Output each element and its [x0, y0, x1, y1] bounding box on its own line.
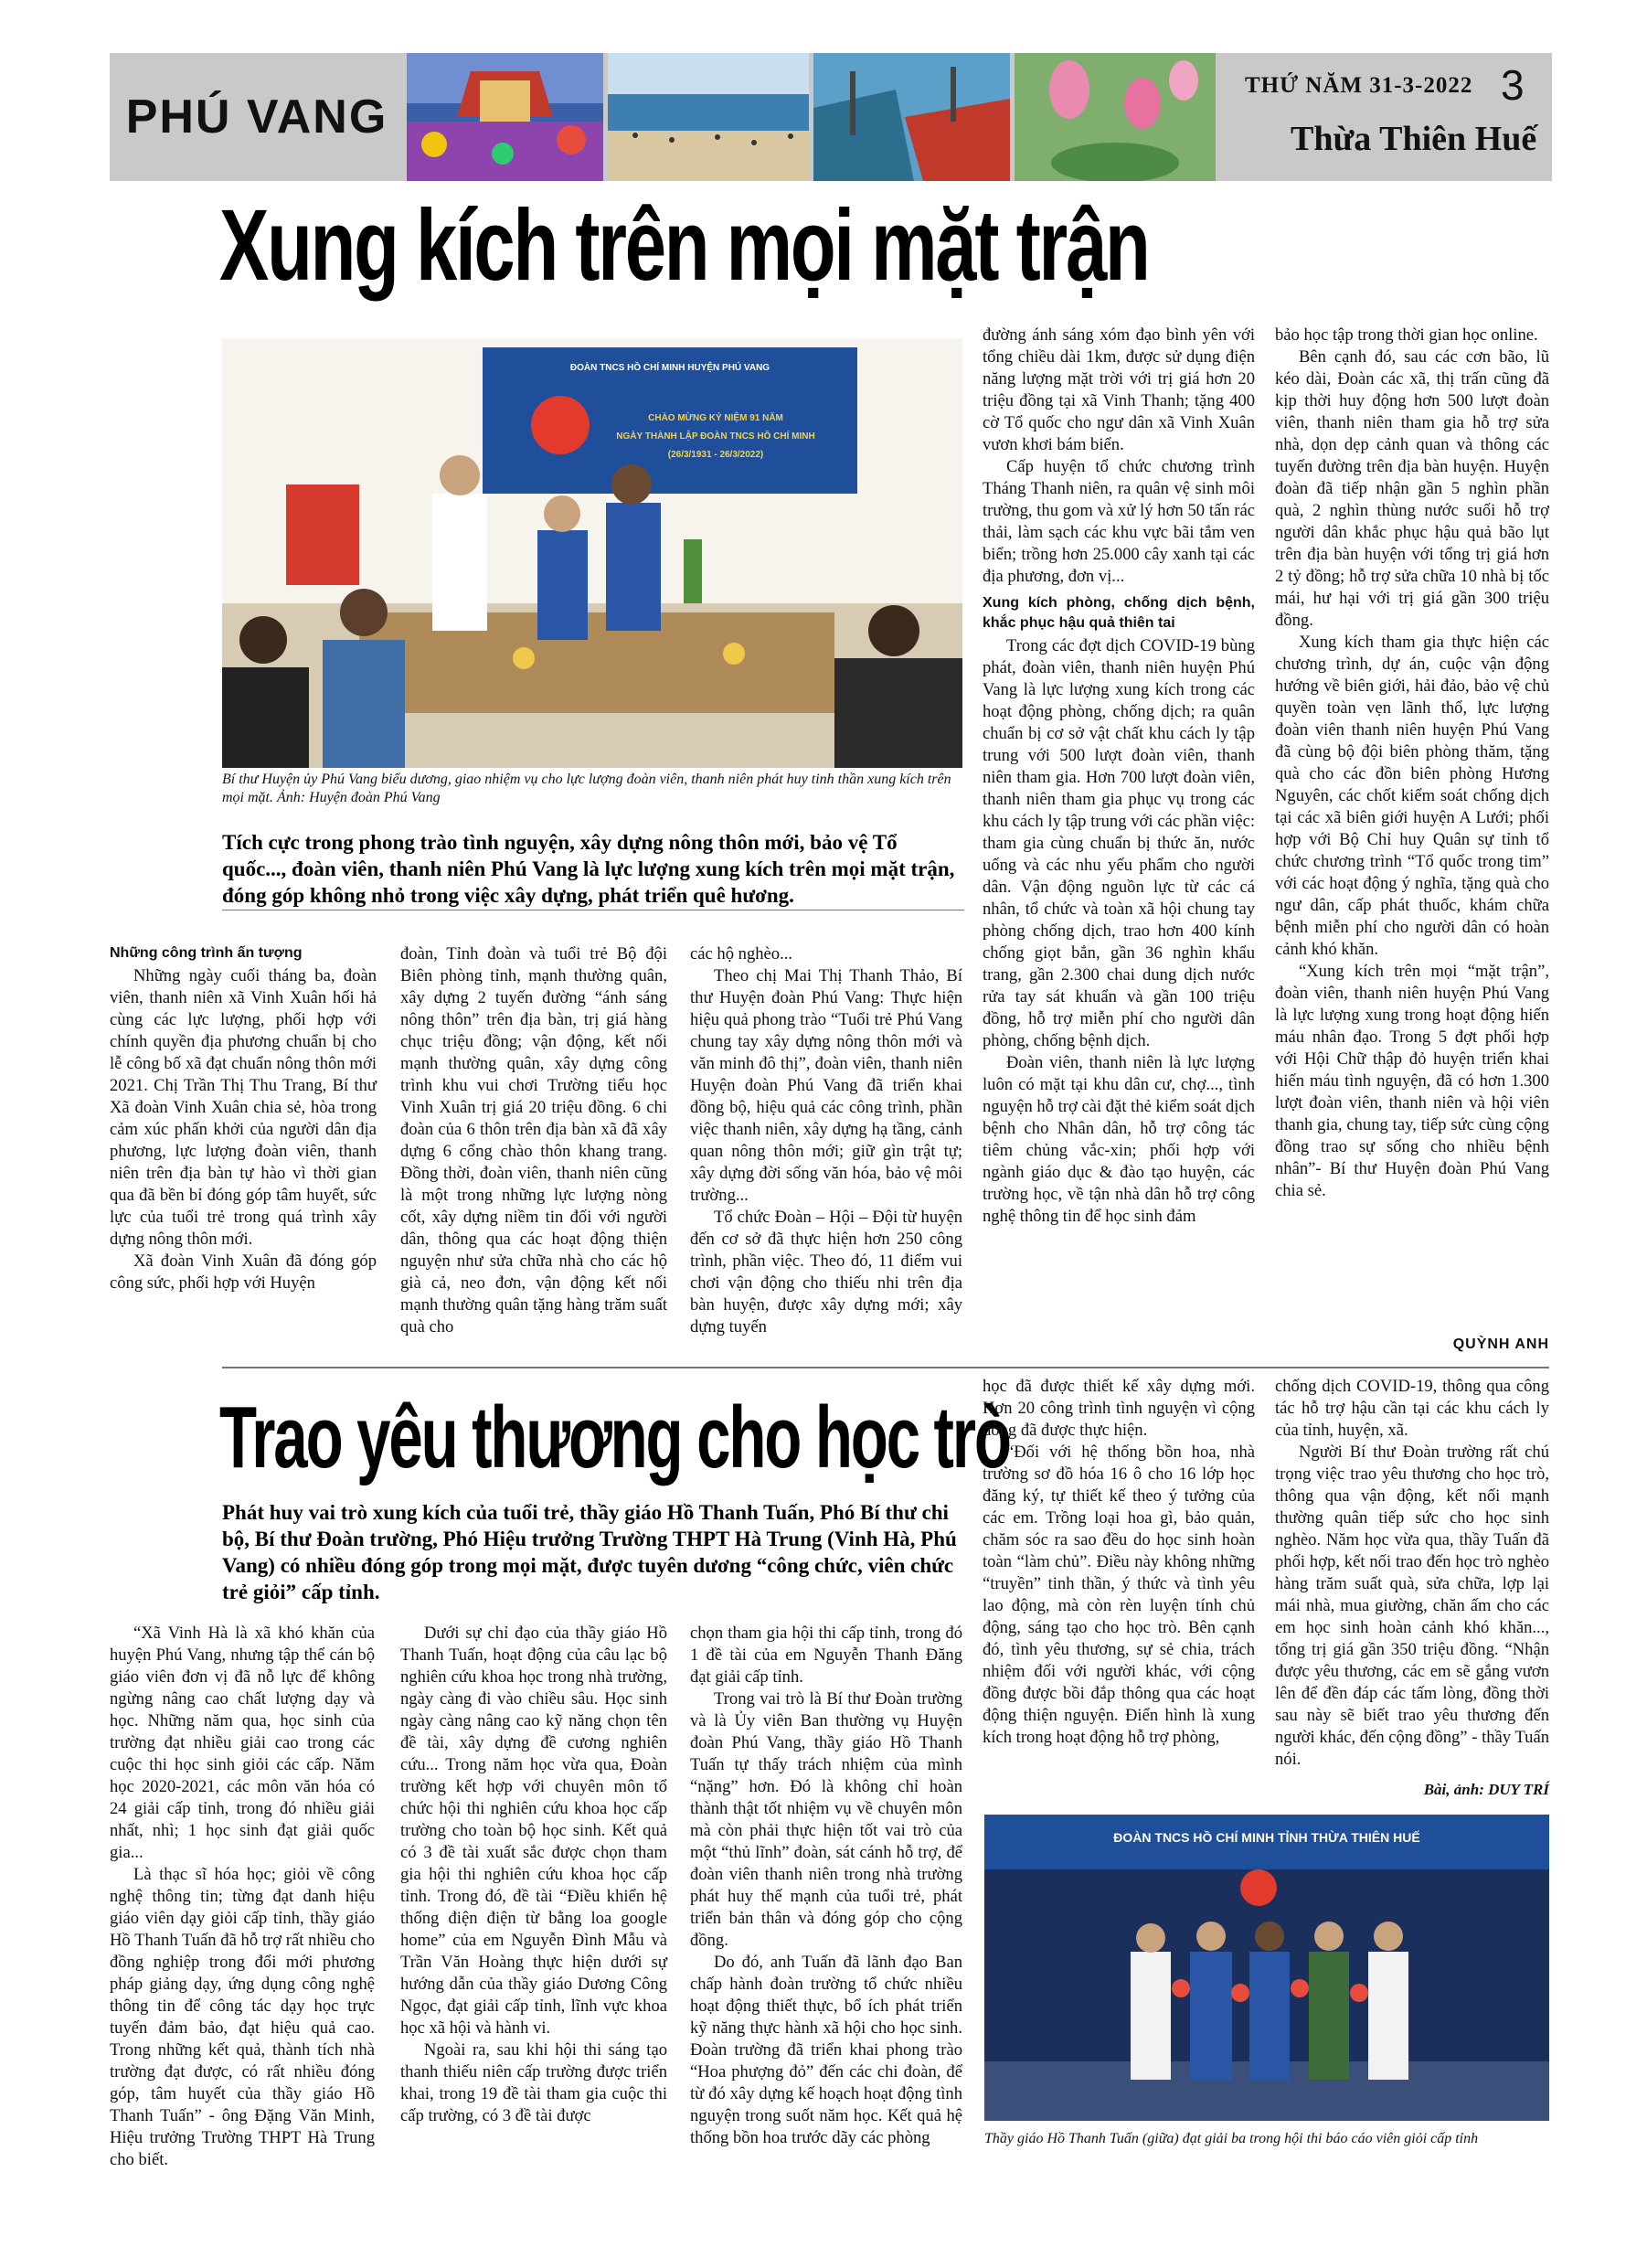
article2-photo	[984, 1815, 1549, 2121]
paragraph: Do đó, anh Tuấn đã lãnh đạo Ban chấp hành đoàn trường tổ chức nhiều hoạt động thiết thực, bổ ích phát triển kỹ năng thực hành xã hội cho học sinh. Đoàn trường đã triển khai phong trào “Hoa phượng đỏ” đến các chi đoàn, để từ đó xây dựng kế hoạch hoạt động tình nguyện trong suốt năm học. Kết quả hệ thống bồn hoa trước dãy các phòng	[690, 1953, 962, 2147]
paragraph: Xã đoàn Vinh Xuân đã đóng góp công sức, phối hợp với Huyện	[110, 1251, 377, 1293]
article2-headline: Trao yêu thương cho học trò	[219, 1389, 1010, 1486]
paragraph: Người Bí thư Đoàn trường rất chú trọng việc trao yêu thương cho học trò, thông qua vận động, kết nối mạnh thường quân tiếp sức cho học sinh nghèo. Năm học vừa qua, thầy Tuấn đã phối hợp, kết nối trao đến học trò nghèo hàng trăm suất quà, sửa chữa, lợp lại mái nhà, mua giường, chăn ấm cho các em học sinh hoàn cảnh khó khăn..., tổng trị giá gần 350 triệu đồng. “Nhận được yêu thương, các em sẽ gắng vươn lên để đền đáp các tấm lòng, đồng thời sau này sẽ biết trao yêu thương đến người khác, đến cộng đồng” - thầy Tuấn nói.	[1275, 1443, 1549, 1769]
paragraph: Dưới sự chỉ đạo của thầy giáo Hồ Thanh Tuấn, hoạt động của câu lạc bộ nghiên cứu khoa học trong nhà trường, ngày càng đi vào chiều sâu. Học sinh ngày càng nâng cao kỹ năng chọn tên đề tài, xây dựng đề cương nghiên cứu... Trong năm học vừa qua, Đoàn trường kết hợp với chuyên môn tổ chức hội thi nghiên cứu khoa học cấp trường cho toàn bộ học sinh. Kết quả có 3 đề tài xuất sắc được chọn tham gia hội thi nghiên cứu khoa học cấp tỉnh. Trong đó, đề tài “Điều khiển hệ thống điện điện từ bằng loa google home” của em Nguyễn Đình Mẫu và Trần Văn Hoàng thực hiện dưới sự hướng dẫn của thầy giáo Dương Công Ngọc, đạt giải cấp tỉnh, lĩnh vực khoa học xã hội và hành vi.	[400, 1624, 667, 2038]
article2-col2	[400, 1623, 667, 2127]
article2-col5	[1275, 1376, 1549, 1771]
paragraph: Bên cạnh đó, sau các cơn bão, lũ kéo dài, Đoàn các xã, thị trấn cũng đã kịp thời huy động hơn 500 lượt đoàn viên, thanh niên tham gia hỗ trợ sửa nhà, dọn dẹp cảnh quan và thông các tuyến đường trên địa bàn huyện. Huyện đoàn đã tiếp nhận gần 5 nghìn phần quà, 2 nghìn thùng nước suối hỗ trợ người dân khắc phục hậu quả bão lụt trên địa bàn huyện với tổng trị giá hơn 2 tỷ đồng; hỗ trợ sửa chữa 10 nhà bị tốc mái, hư hại với trị giá gần 300 triệu đồng.	[1275, 347, 1549, 630]
paragraph: chọn tham gia hội thi cấp tỉnh, trong đó 1 đề tài của em Nguyễn Thanh Đăng đạt giải cấp tỉnh.	[690, 1624, 962, 1687]
paragraph: Cấp huyện tổ chức chương trình Tháng Thanh niên, ra quân vệ sinh môi trường, thu gom và xử lý hơn 50 tấn rác thải, làm sạch các khu vực bãi tắm ven biển; trồng hơn 25.000 cây xanh tại các địa phương, đơn vị...	[983, 457, 1255, 586]
paragraph: Theo chị Mai Thị Thanh Thảo, Bí thư Huyện đoàn Phú Vang: Thực hiện hiệu quả phong trào “Tuổi trẻ Phú Vang chung tay xây dựng nông thôn mới và văn minh đô thị”, đoàn viên, thanh niên Huyện đoàn Phú Vang đã triển khai đồng bộ, hiệu quả các công trình, phần việc thanh niên, xây dựng hạ tầng, cảnh quan nông thôn mới; giữ gìn trật tự; xây dựng đời sống văn hóa, bảo vệ môi trường...	[690, 966, 962, 1205]
paragraph: các hộ nghèo...	[690, 944, 793, 964]
article1-subhead-1: Những công trình ấn tượng	[110, 945, 303, 961]
header-photo-beach	[608, 53, 809, 181]
article1-lead: Tích cực trong phong trào tình nguyện, xây dựng nông thôn mới, bảo vệ Tổ quốc..., đoàn viên, thanh niên Phú Vang là lực lượng xung kích trên mọi mặt trận, đóng góp không nhỏ trong việc xây dựng, phát triển quê hương.	[222, 831, 955, 907]
award-board	[286, 484, 359, 585]
page-header	[110, 53, 1552, 181]
article-divider	[222, 1367, 1549, 1368]
article2-col3	[690, 1623, 962, 2149]
paragraph: Là thạc sĩ hóa học; giỏi về công nghệ thông tin; từng đạt danh hiệu giáo viên dạy giỏi cấp tỉnh, thầy giáo Hồ Thanh Tuấn đã hỗ trợ rất nhiều cho đồng nghiệp trong đổi mới phương pháp giảng dạy, ứng dụng công nghệ thông tin để công tác dạy học trực tuyến đảm bảo, đạt hiệu quả cao. Trong những kết quả, thành tích nhà trường đạt được, có rất nhiều đóng góp, tâm huyết của thầy giáo Hồ Thanh Tuấn” - ông Đặng Văn Minh, Hiệu trưởng Trường THPT Hà Trung cho biết.	[110, 1865, 375, 2169]
article1-col4	[983, 325, 1255, 1228]
article2-col4	[983, 1376, 1255, 1749]
paragraph: học đã được thiết kế xây dựng mới. Hơn 20 công trình tình nguyện vì cộng đồng đã được thực hiện.	[983, 1377, 1255, 1440]
article1-col1	[110, 942, 377, 1294]
paragraph: đường ánh sáng xóm đạo bình yên với tổng chiều dài 1km, được sử dụng điện năng lượng mặt trời với trị giá hơn 20 triệu đồng tại xã Vinh Thanh; tặng 400 cờ Tổ quốc cho ngư dân xã Vinh Xuân vươn khơi bám biển.	[983, 325, 1255, 454]
meeting-table	[359, 612, 834, 713]
article1-photo	[222, 338, 962, 768]
paragraph: “Xã Vinh Hà là xã khó khăn của huyện Phú Vang, nhưng tập thể cán bộ giáo viên đơn vị đã nỗ lực để không ngừng nâng cao chất lượng dạy và học. Những năm qua, học sinh của trường đạt nhiều giải cao trong các cuộc thi học sinh giỏi các cấp. Năm học 2020-2021, các môn văn hóa có 24 giải cấp tỉnh, trong đó nhiều giải nhất, nhì; 1 học sinh đạt giải quốc gia...	[110, 1624, 375, 1862]
paragraph: Trong các đợt dịch COVID-19 bùng phát, đoàn viên, thanh niên huyện Phú Vang là lực lượng xung kích trong các hoạt động phòng, chống dịch; ra quân chuẩn bị cơ sở vật chất khu cách ly tập trung với 500 lượt đoàn viên, thanh niên tham gia. Hơn 700 lượt đoàn viên, thanh niên tham gia phục vụ trong các khu cách ly tập trung với các phần việc: tham gia cùng chuẩn bị thức ăn, nước uống và các nhu yếu phẩm cho người dân. Vận động nguồn lực từ các cá nhân, tổ chức và toàn xã hội chung tay phòng chống dịch, trao hơn 400 kính chống giọt bắn, gần 36 nghìn khẩu trang, gần 2.300 chai dung dịch nước rửa tay sát khuẩn và gần 100 triệu đồng, hỗ trợ miễn phí cho người dân phòng, chống bệnh dịch.	[983, 636, 1255, 1050]
paragraph: Tổ chức Đoàn – Hội – Đội từ huyện đến cơ sở đã thực hiện hơn 250 công trình, phần việc. Theo đó, 11 điểm vui chơi vận động cho thiếu nhi trên địa bàn huyện, được xây dựng mới; xây dựng tuyến	[690, 1208, 962, 1336]
youth-union-logo	[1240, 1869, 1277, 1906]
article2-byline: Bài, ảnh: DUY TRÍ	[1423, 1781, 1549, 1798]
header-photo-festival	[407, 53, 603, 181]
paragraph: “Xung kích trên mọi “mặt trận”, đoàn viên, thanh niên huyện Phú Vang là lực lượng xung trong hoạt động hiến máu nhân đạo. Trong 5 đợt phối hợp với Hội Chữ thập đỏ huyện triển khai hiến máu tình nguyện, đã có hơn 1.300 lượt đoàn viên, thanh niên và hội viên thanh gia, chung tay, tiếp sức cùng cộng đồng trao sự sống cho nhiều bệnh nhân”- Bí thư Huyện đoàn Phú Vang chia sẻ.	[1275, 962, 1549, 1200]
paragraph: bảo học tập trong thời gian học online.	[1275, 325, 1538, 345]
article1-headline: Xung kích trên mọi mặt trận	[219, 189, 1149, 302]
article1-subhead-2: Xung kích phòng, chống dịch bệnh, khắc phục hậu quả thiên tai	[983, 595, 1255, 631]
article2-lead: Phát huy vai trò xung kích của tuổi trẻ, thầy giáo Hồ Thanh Tuấn, Phó Bí thư chi bộ, Bí thư Đoàn trường, Phó Hiệu trưởng Trường THPT Hà Trung (Vinh Hà, Phú Vang) có nhiều đóng góp trong mọi mặt, được tuyên dương “công chức, viên chức trẻ giỏi” cấp tỉnh.	[222, 1501, 957, 1603]
header-photo-boats	[813, 53, 1010, 181]
paragraph: chống dịch COVID-19, thông qua công tác hỗ trợ hậu cần tại các khu cách ly của tỉnh, huyện, xã.	[1275, 1377, 1549, 1440]
paragraph: Ngoài ra, sau khi hội thi sáng tạo thanh thiếu niên cấp trường được triển khai, trong 19 đề tài tham gia cuộc thi cấp trường, có 3 đề tài được	[400, 2040, 667, 2125]
article2-col1	[110, 1623, 375, 2171]
paragraph: Những ngày cuối tháng ba, đoàn viên, thanh niên xã Vinh Xuân hối hả cùng các lực lượng, phối hợp với chính quyền địa phương chuẩn bị cho lễ công bố xã đạt chuẩn nông thôn mới 2021. Chị Trần Thị Thu Trang, Bí thư Xã đoàn Vinh Xuân chia sẻ, hòa trong cảm xúc phấn khởi của người dân địa phương, lực lượng đoàn viên, thanh niên trên địa bàn tự hào vì thời gian qua đã bền bỉ đóng góp tâm huyết, sức lực của tuổi trẻ trong quá trình xây dựng nông thôn mới.	[110, 966, 377, 1249]
paragraph: Trong vai trò là Bí thư Đoàn trường và là Ủy viên Ban thường vụ Huyện đoàn Phú Vang, thầy giáo Hồ Thanh Tuấn tự thấy trách nhiệm của mình “nặng” hơn. Đó là không chỉ hoàn thành thật tốt nhiệm vụ về chuyên môn mà còn phải thực hiện tốt vai trò của một “thủ lĩnh” đoàn, sát cánh hỗ trợ, để đoàn viên thanh niên trong nhà trường phát huy thế mạnh của tuổi trẻ, phát triển bản thân và đóng góp cho cộng đồng.	[690, 1689, 962, 1950]
paragraph: “Đối với hệ thống bồn hoa, nhà trường sơ đồ hóa 16 ô cho 16 lớp học đăng ký, tự thiết kế theo ý tưởng của các em. Trồng loại hoa gì, bảo quản, chăm sóc ra sao đều do học sinh hoàn toàn “làm chủ”. Điều này không những “truyền” tinh thần, ý thức và tình yêu lao động, mà còn rèn luyện tính chủ động, sáng tạo cho học trò. Bên cạnh đó, tình yêu thương, sự sẻ chia, trách nhiệm đối với người khác, với cộng đồng được bồi đắp thông qua các hoạt động thiện nguyện. Điển hình là xung kích trong hoạt động hỗ trợ phòng,	[983, 1443, 1255, 1747]
paragraph: Xung kích tham gia thực hiện các chương trình, dự án, cuộc vận động hướng về biên giới, hải đảo, bảo vệ chủ quyền toàn vẹn lãnh thổ, lực lượng đoàn viên thanh niên huyện Phú Vang đã cùng bộ đội biên phòng thăm, tặng quà cho các đồn biên phòng Hương Nguyên, các chốt kiểm soát chống dịch tại các xã biên giới huyện A Lưới; phối hợp với Bộ Chỉ huy Quân sự tỉnh tổ chức chương trình “Tổ quốc trong tim” với các hoạt động ý nghĩa, tặng quà cho ngư dân, cấp phát thuốc, khám chữa bệnh miễn phí cho người dân có hoàn cảnh khó khăn.	[1275, 633, 1549, 959]
section-name: PHÚ VANG	[125, 91, 388, 144]
youth-union-logo	[531, 396, 590, 454]
article1-col3	[690, 943, 962, 1338]
article1-col2	[400, 943, 667, 1338]
article1-caption: Bí thư Huyện ủy Phú Vang biểu dương, giao nhiệm vụ cho lực lượng đoàn viên, thanh niên phát huy tinh thần xung kích trên mọi mặt. Ảnh: Huyện đoàn Phú Vang	[222, 772, 951, 805]
svg-text:(26/3/1931 - 26/3/2022): (26/3/1931 - 26/3/2022)	[667, 450, 764, 460]
article2-caption: Thầy giáo Hồ Thanh Tuấn (giữa) đạt giải ba trong hội thi báo cáo viên giỏi cấp tỉnh	[984, 2131, 1479, 2146]
header-masthead	[1217, 53, 1552, 181]
header-photo-lotus	[1015, 53, 1216, 181]
paragraph: Đoàn viên, thanh niên là lực lượng luôn có mặt tại khu dân cư, chợ..., tình nguyện hỗ trợ cài đặt thẻ kiểm soát dịch bệnh cho Nhân dân, hỗ trợ công tác tiêm chủng vắc-xin; phối hợp với ngành giáo dục & đào tạo huyện, các trường học, về tận nhà dân hỗ trợ công nghệ thông tin để học sinh đảm	[983, 1053, 1255, 1226]
article1-col5	[1275, 325, 1549, 1202]
svg-text:CHÀO MỪNG KỶ NIỆM 91 NĂM: CHÀO MỪNG KỶ NIỆM 91 NĂM	[648, 413, 783, 423]
photo-banner-text: ĐOÀN TNCS HỒ CHÍ MINH TỈNH THỪA THIÊN HUẾ	[1113, 1830, 1420, 1845]
svg-text:NGÀY THÀNH LẬP ĐOÀN TNCS HỒ CH: NGÀY THÀNH LẬP ĐOÀN TNCS HỒ CHÍ MINH	[616, 431, 815, 442]
photo-banner-text: ĐOÀN TNCS HỒ CHÍ MINH HUYỆN PHÚ VANG	[569, 363, 770, 373]
article1-byline: QUỲNH ANH	[1452, 1336, 1549, 1352]
page-number: 3	[1501, 61, 1525, 109]
issue-date: THỨ NĂM 31-3-2022	[1245, 73, 1473, 98]
paragraph: đoàn, Tỉnh đoàn và tuổi trẻ Bộ đội Biên phòng tỉnh, mạnh thường quân, xây dựng 2 tuyến đường “ánh sáng nông thôn” trên địa bàn, trị giá hàng chục triệu đồng; vận động, kết nối mạnh thường quân, xây dựng công trình khu vui chơi Trường tiểu học Vinh Xuân trị giá 20 triệu đồng. 6 chi đoàn của 6 thôn trên địa bàn xã đã xây dựng 6 cổng chào thôn khang trang. Đồng thời, đoàn viên, thanh niên cũng là một trong những lực lượng nòng cốt, xây dựng niềm tin đối với người dân, thông qua các hoạt động thiện nguyện như sửa chữa nhà cho các hộ già cả, neo đơn, vận động kết nối mạnh thường quân tặng hàng trăm suất quà cho	[400, 944, 667, 1336]
newspaper-name: Thừa Thiên Huế	[1291, 120, 1537, 158]
